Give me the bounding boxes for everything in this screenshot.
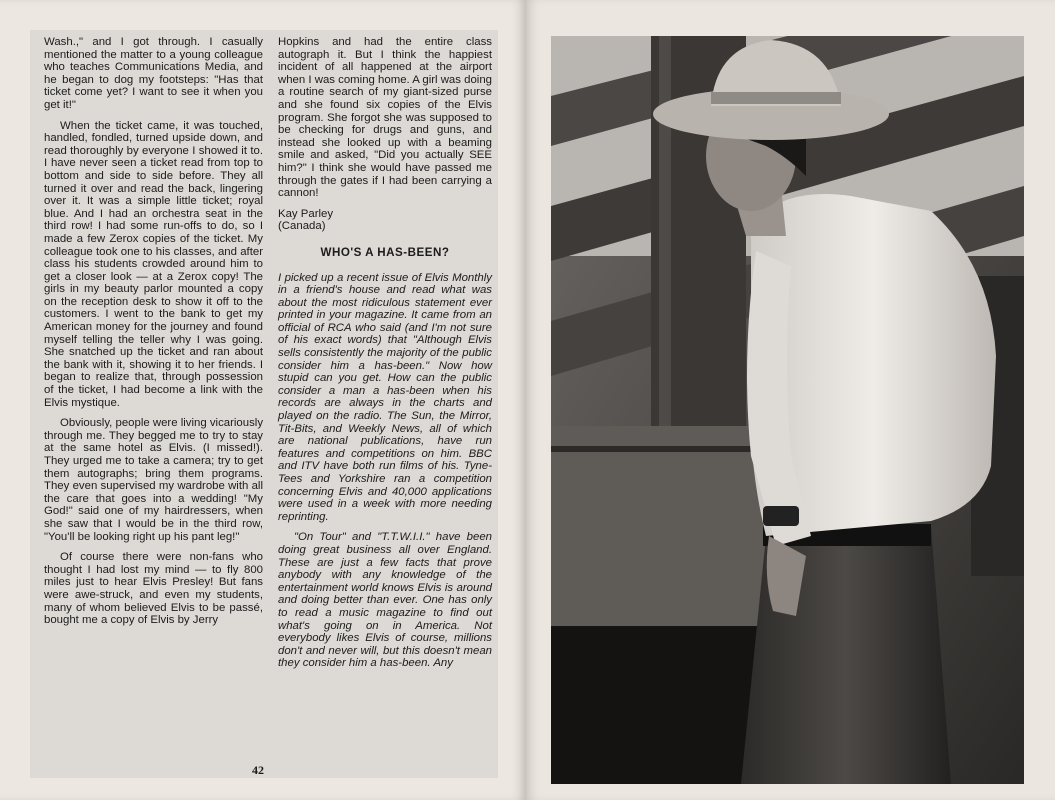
left-page [0, 0, 526, 800]
paragraph: Obviously, people were living vicariously through me. They begged me to try to stay at the same hotel as Elvis. (I missed!). They urged me to take a camera; try to get them autographs; bring them programs. They even supervised my wardrobe with all the care that goes into a wedding! "My God!" said one of my hairdressers, when she saw that I would be in the third row, "You'll be looking right up his pant leg!" [44, 417, 264, 543]
page-number: 42 [252, 763, 264, 777]
text-column-1 [44, 36, 263, 635]
section-heading: WHO'S A HAS-BEEN? [320, 245, 450, 259]
paragraph: When the ticket came, it was touched, handled, fondled, turned upside down, and read thoroughly by everyone I showed it to. I have never seen a ticket read from top to bottom and side to side before. They all turned it over and read the back, lingering over it. It was a simple little ticket; royal blue. And I had an orchestra seat in the third row! I had some run-offs to do, so I made a few Zerox copies of the ticket. My colleague took one to his classes, and after class his students crowded around him to get a closer look — at a Zerox copy! The girls in my beauty parlor mounted a copy on the reception desk to show it off to the customers. I went to the bank to get my American money for the journey and found myself telling the teller why I was going. She snatched up the ticket and ran about the bank with it, showing it to her friends. I began to realize that, through possession of the ticket, I had become a link with the Elvis mystique. [44, 119, 263, 409]
paragraph: I picked up a recent issue of Elvis Monthly in a friend's house and read what was about the most ridiculous statement ever printed in your magazine. It came from an official of RCA who said (and I'm not sure of his exact words) that "Although Elvis sells consistently the majority of the public consider him a has-been." Now how stupid can you get. How can the public consider a man a has-been when his records are always in the charts and played on the radio. The Sun, the Mirror, Tit-Bits, and Weekly News, all of which are national publications, have run features and competitions on him. BBC and ITV have both run films of his. Tyne-Tees and Yorkshire ran a competition concerning Elvis and 40,000 applications were used in a week with more needing reprinting. [278, 271, 492, 523]
paragraph: Of course there were non-fans who thought I had lost my mind — to fly 800 miles just to hear Elvis Presley! But fans were awe-struck, and even my students, many of whom believed Elvis to be passé, bought me a copy of Elvis by Jerry [44, 551, 263, 627]
paragraph: Hopkins and had the entire class autograph it. But I think the happiest incident of all happened at the airport when I was coming home. A girl was doing a routine search of my giant-sized purse and she found six copies of the Elvis program. She forgot she was supposed to be checking for drugs and guns, and instead she looked up with a beaming smile and asked, "Did you actually SEE him?" I think she would have passed me through the gates if I had been carrying a cannon! [278, 36, 493, 200]
text-column-2 [278, 36, 492, 678]
paragraph: Wash.," and I got through. I casually mentioned the matter to a young colleague who teaches Communications Media, and he began to dog my footsteps: "Has that ticket come yet? I want to see it when you get it!" [44, 36, 263, 111]
signature-location: (Canada) [278, 220, 326, 233]
paragraph: "On Tour" and "T.T.W.I.I." have been doing great business all over England. These are just a few facts that prove anybody with any knowledge of the entertainment world knows Elvis is around and doing better than ever. One has only to read a music magazine to find out what's going on in America. Not everybody likes Elvis of course, millions don't and never will, but this doesn't mean they consider him a has-been. Any [278, 531, 492, 670]
photo [551, 36, 1024, 784]
signature-name: Kay Parley [278, 207, 334, 220]
photo-illustration [551, 36, 1024, 784]
letter-signature [278, 208, 492, 233]
